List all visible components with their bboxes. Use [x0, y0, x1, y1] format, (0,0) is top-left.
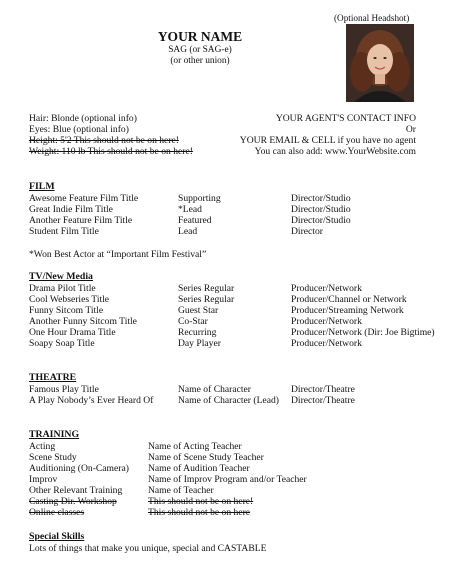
contact-or: Or: [405, 124, 416, 135]
theatre-heading: THEATRE: [29, 372, 77, 383]
training-teacher: This should not be on here!: [148, 496, 254, 507]
eyes-info: Eyes: Blue (optional info): [29, 124, 129, 135]
tv-title: Another Funny Sitcom Title: [29, 316, 137, 327]
training-teacher: Name of Teacher: [148, 485, 214, 496]
tv-title: Drama Pilot Title: [29, 283, 96, 294]
training-subject: Other Relevant Training: [29, 485, 123, 496]
tv-title: Soapy Soap Title: [29, 338, 95, 349]
training-teacher: Name of Improv Program and/or Teacher: [148, 474, 307, 485]
tv-role: Series Regular: [178, 283, 235, 294]
headshot-portrait-icon: [346, 24, 414, 102]
training-subject: Scene Study: [29, 452, 77, 463]
hair-info: Hair: Blonde (optional info): [29, 113, 137, 124]
film-role: Supporting: [178, 193, 221, 204]
film-director: Director/Studio: [291, 193, 351, 204]
film-award-note: *Won Best Actor at “Important Film Festival”: [29, 249, 207, 260]
tv-role: Guest Star: [178, 305, 219, 316]
film-director: Director/Studio: [291, 215, 351, 226]
tv-role: Day Player: [178, 338, 221, 349]
contact-agent: YOUR AGENT'S CONTACT INFO: [275, 113, 416, 124]
training-heading: TRAINING: [29, 429, 80, 440]
film-role: Lead: [178, 226, 198, 237]
training-teacher: Name of Scene Study Teacher: [148, 452, 264, 463]
tv-role: Series Regular: [178, 294, 235, 305]
tv-title: Cool Webseries Title: [29, 294, 110, 305]
film-title: Great Indie Film Title: [29, 204, 113, 215]
resume-name: YOUR NAME: [157, 29, 243, 44]
tv-title: Funny Sitcom Title: [29, 305, 104, 316]
tv-title: One Hour Drama Title: [29, 327, 116, 338]
skills-heading: Special Skills: [29, 531, 85, 542]
film-director: Director: [291, 226, 323, 237]
training-subject: Auditioning (On-Camera): [29, 463, 129, 474]
film-heading: FILM: [29, 181, 55, 192]
tv-heading: TV/New Media: [29, 271, 93, 282]
training-teacher: Name of Audition Teacher: [148, 463, 250, 474]
tv-producer: Producer/Network: [291, 316, 362, 327]
union-alt-line: (or other union): [170, 56, 230, 66]
contact-email: YOUR EMAIL & CELL if you have no agent: [239, 135, 416, 146]
film-role: *Lead: [178, 204, 202, 215]
film-role: Featured: [178, 215, 212, 226]
skills-text: Lots of things that make you unique, special and CASTABLE: [29, 543, 267, 554]
tv-producer: Producer/Network (Dir: Joe Bigtime): [291, 327, 435, 338]
tv-producer: Producer/Channel or Network: [291, 294, 407, 305]
theatre-role: Name of Character (Lead): [178, 395, 279, 406]
headshot-image: [346, 24, 414, 102]
training-subject: Online classes: [29, 507, 85, 518]
film-title: Student Film Title: [29, 226, 99, 237]
weight-info: Weight: 110 lb This should not be on here!: [29, 146, 193, 157]
film-title: Another Feature Film Title: [29, 215, 133, 226]
training-teacher: This should not be on here: [148, 507, 251, 518]
theatre-title: Famous Play Title: [29, 384, 99, 395]
union-line: SAG (or SAG-e): [168, 45, 232, 55]
headshot-label: (Optional Headshot): [334, 13, 410, 23]
theatre-director: Director/Theatre: [291, 384, 355, 395]
film-title: Awesome Feature Film Title: [29, 193, 139, 204]
tv-role: Co-Star: [178, 316, 208, 327]
contact-website: You can also add: www.YourWebsite.com: [254, 146, 416, 157]
tv-producer: Producer/Streaming Network: [291, 305, 404, 316]
training-subject: Improv: [29, 474, 58, 485]
tv-producer: Producer/Network: [291, 283, 362, 294]
tv-producer: Producer/Network: [291, 338, 362, 349]
training-subject: Casting Dir. Workshop: [29, 496, 117, 507]
theatre-role: Name of Character: [178, 384, 251, 395]
film-director: Director/Studio: [291, 204, 351, 215]
tv-role: Recurring: [178, 327, 217, 338]
height-info: Height: 5'2 This should not be on here!: [29, 135, 179, 146]
training-subject: Acting: [29, 441, 56, 452]
theatre-title: A Play Nobody’s Ever Heard Of: [29, 395, 154, 406]
theatre-director: Director/Theatre: [291, 395, 355, 406]
training-teacher: Name of Acting Teacher: [148, 441, 242, 452]
